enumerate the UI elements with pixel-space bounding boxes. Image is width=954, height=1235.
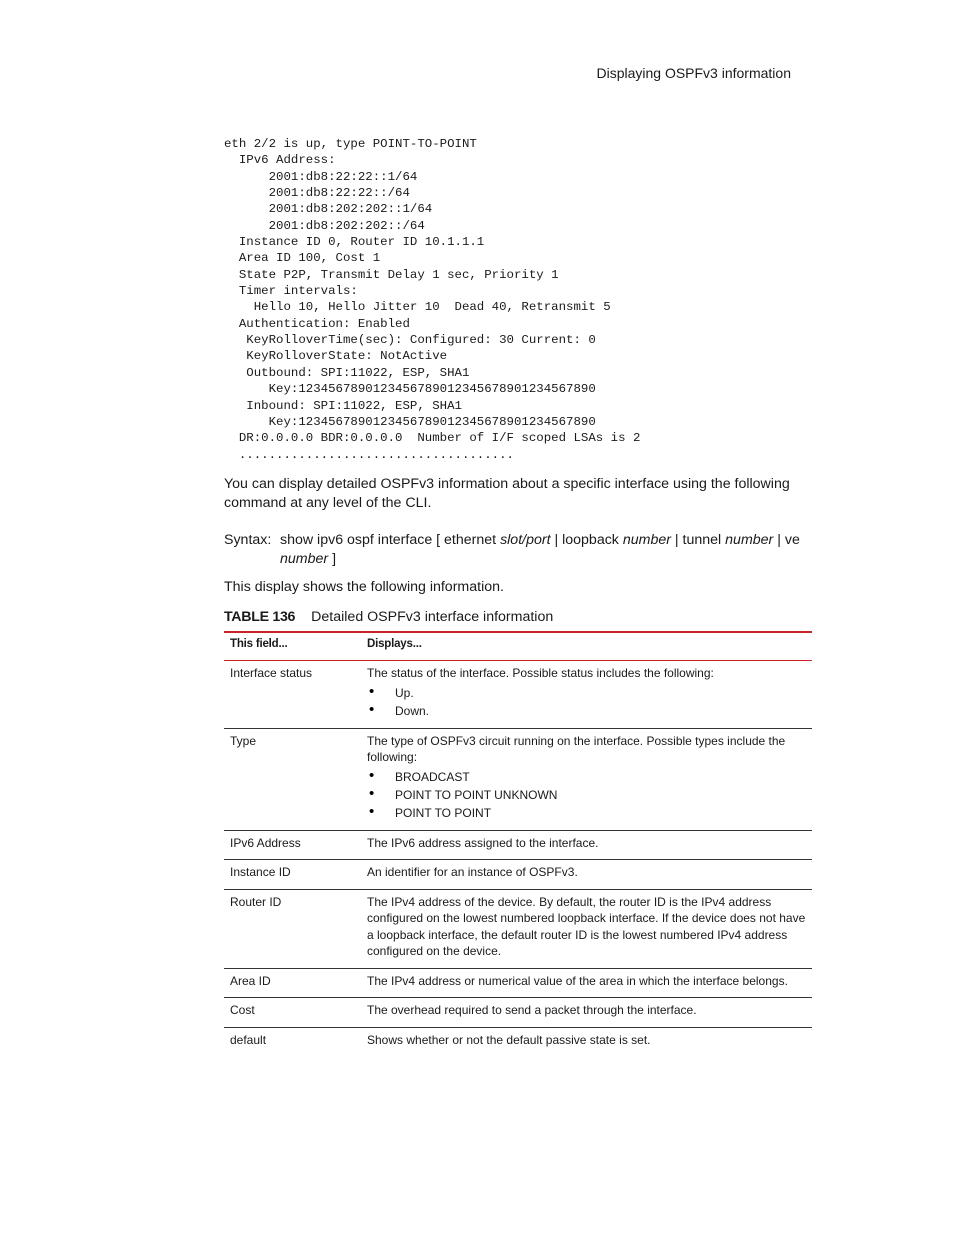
- code-line: Key:1234567890123456789012345678901234567890: [224, 382, 596, 397]
- code-line: Instance ID 0, Router ID 10.1.1.1: [224, 235, 485, 250]
- field-description-cell: [361, 1027, 812, 1056]
- table-row: [224, 889, 812, 968]
- table-number: TABLE 136: [224, 609, 296, 625]
- syntax-kw-ve: | ve: [777, 532, 800, 548]
- field-description-cell: [361, 860, 812, 890]
- field-name-cell: Cost: [224, 998, 361, 1028]
- syntax-arg-number: number: [725, 532, 774, 548]
- bullet-list: [367, 768, 806, 822]
- running-header: Displaying OSPFv3 information: [596, 65, 791, 81]
- fields-table: [224, 631, 812, 1056]
- table-row: [224, 661, 812, 729]
- intro-paragraph: You can display detailed OSPFv3 information about a specific interface using the following command at any level of the CLI.: [224, 476, 790, 511]
- code-line: .....................................: [224, 447, 514, 462]
- code-line: Timer intervals:: [224, 284, 358, 299]
- table-caption: [224, 609, 553, 625]
- syntax-kw-tunnel: | tunnel: [674, 532, 722, 548]
- syntax-arg-number: number: [280, 551, 329, 567]
- code-line: 2001:db8:22:22::1/64: [224, 169, 418, 184]
- syntax-cmd: show ipv6 ospf interface [: [280, 532, 441, 548]
- description-text: The status of the interface. Possible status includes the following:: [367, 666, 714, 680]
- syntax-arg-slotport: slot/port: [500, 532, 551, 548]
- table-title: Detailed OSPFv3 interface information: [311, 609, 554, 625]
- code-line: DR:0.0.0.0 BDR:0.0.0.0 Number of I/F scoped LSAs is 2: [224, 431, 641, 446]
- table-row: [224, 1027, 812, 1056]
- description-text: Shows whether or not the default passive state is set.: [367, 1032, 651, 1047]
- field-name-cell: Instance ID: [224, 860, 361, 890]
- bullet-item: • Down.: [367, 702, 806, 720]
- field-description-cell: [361, 998, 812, 1028]
- syntax-close: ]: [332, 551, 337, 567]
- table-row: [224, 830, 812, 860]
- field-description-cell: [361, 661, 812, 729]
- description-text: The IPv4 address or numerical value of the area in which the interface belongs.: [367, 973, 788, 988]
- description-text: An identifier for an instance of OSPFv3.: [367, 865, 578, 879]
- cli-output-block: [224, 136, 640, 463]
- code-line: 2001:db8:202:202::1/64: [224, 202, 433, 217]
- field-description-cell: [361, 728, 812, 830]
- code-line: State P2P, Transmit Delay 1 sec, Priority 1: [224, 267, 559, 282]
- code-line: 2001:db8:22:22::/64: [224, 186, 410, 201]
- column-header-displays: Displays...: [361, 632, 812, 661]
- bullet-item: • POINT TO POINT: [367, 804, 806, 822]
- description-text: The IPv6 address assigned to the interface.: [367, 835, 599, 850]
- field-name-cell: Interface status: [224, 661, 361, 729]
- field-name-cell: Router ID: [224, 889, 361, 968]
- bullet-item: • BROADCAST: [367, 768, 806, 786]
- code-line: Inbound: SPI:11022, ESP, SHA1: [224, 398, 462, 413]
- field-description-cell: [361, 830, 812, 860]
- code-line: Key:1234567890123456789012345678901234567890: [224, 414, 596, 429]
- syntax-arg-number: number: [622, 532, 671, 548]
- table-intro-paragraph: This display shows the following information.: [224, 579, 504, 595]
- description-text: The IPv4 address of the device. By default, the router ID is the IPv4 address configured on the lowest numbered loopback interface. If the device does not have a loopback interface, the default router ID is the lowest numbered IPv4 address configured on the device.: [367, 894, 806, 958]
- code-line: Outbound: SPI:11022, ESP, SHA1: [224, 365, 470, 380]
- code-line: eth 2/2 is up, type POINT-TO-POINT: [224, 137, 477, 151]
- field-name-cell: Type: [224, 728, 361, 830]
- syntax-kw-loopback: | loopback: [554, 532, 619, 548]
- code-line: IPv6 Address:: [224, 153, 336, 168]
- description-text: The type of OSPFv3 circuit running on the interface. Possible types include the following:: [367, 733, 786, 764]
- table-row: [224, 860, 812, 890]
- code-line: Authentication: Enabled: [224, 316, 410, 331]
- table-row: [224, 968, 812, 998]
- description-text: The overhead required to send a packet through the interface.: [367, 1003, 697, 1017]
- field-name-cell: Area ID: [224, 968, 361, 998]
- syntax-command: [280, 531, 849, 569]
- syntax-kw-ethernet: ethernet: [444, 532, 497, 548]
- code-line: Hello 10, Hello Jitter 10 Dead 40, Retransmit 5: [224, 300, 611, 315]
- field-description-cell: [361, 968, 812, 998]
- field-name-cell: IPv6 Address: [224, 830, 361, 860]
- table-row: [224, 998, 812, 1028]
- bullet-item: • Up.: [367, 684, 806, 702]
- syntax-label: Syntax:: [224, 532, 272, 548]
- bullet-item: • POINT TO POINT UNKNOWN: [367, 786, 806, 804]
- column-header-field: This field...: [224, 632, 361, 661]
- field-description-cell: [361, 889, 812, 968]
- table-row: [224, 728, 812, 830]
- code-line: 2001:db8:202:202::/64: [224, 218, 425, 233]
- syntax-block: [224, 531, 849, 569]
- code-line: Area ID 100, Cost 1: [224, 251, 381, 266]
- code-line: KeyRolloverState: NotActive: [224, 349, 448, 364]
- code-line: KeyRolloverTime(sec): Configured: 30 Current: 0: [224, 333, 596, 348]
- bullet-list: [367, 684, 806, 720]
- field-name-cell: default: [230, 1032, 267, 1047]
